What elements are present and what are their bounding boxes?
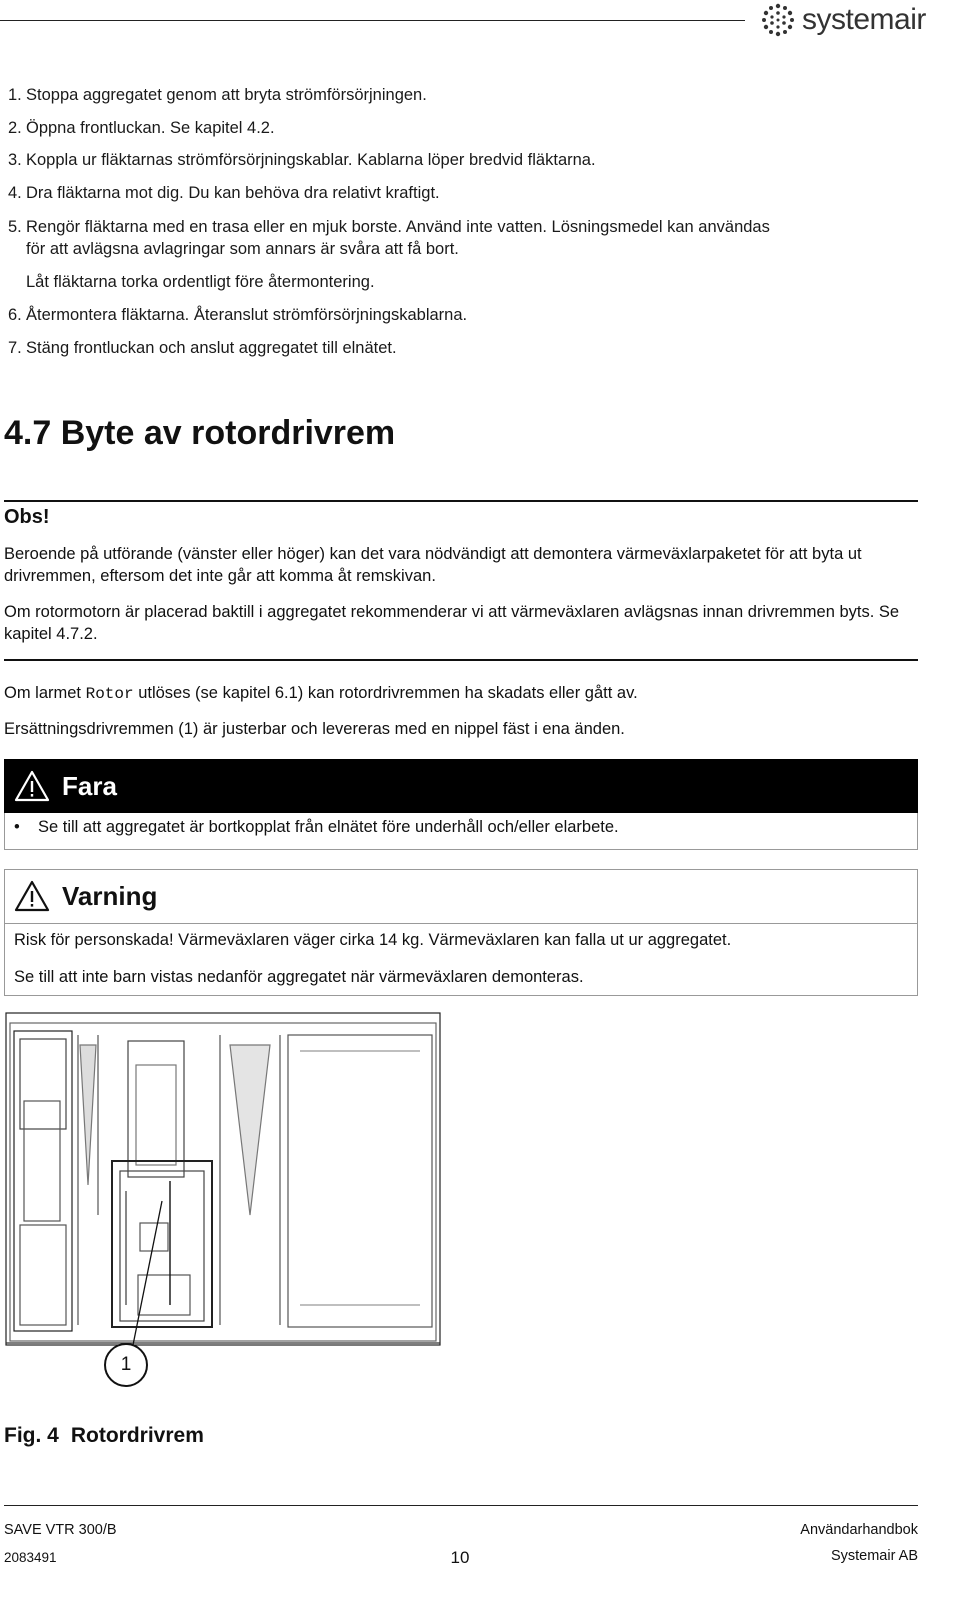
note-paragraph: Om rotormotorn är placerad baktill i aggregatet rekommenderar vi att värmeväxlaren avlägsnas innan drivremmen byts. Se kapitel 4.7.2. bbox=[4, 603, 900, 643]
warning-header bbox=[4, 869, 918, 924]
replacement-paragraph: Ersättningsdrivremmen (1) är justerbar och levereras med en nippel fäst i ena änden. bbox=[4, 720, 625, 738]
step-continuation: för att avlägsna avlagringar som annars är svåra att få bort. bbox=[26, 240, 459, 258]
footer-model: SAVE VTR 300/B bbox=[4, 1522, 117, 1538]
systemair-logo bbox=[760, 0, 926, 40]
step-item: 1. Stoppa aggregatet genom att bryta strömförsörjningen. bbox=[8, 86, 427, 104]
footer-company: Systemair AB bbox=[830, 1548, 918, 1564]
warning-text: Se till att inte barn vistas nedanför aggregatet när värmeväxlaren demonteras. bbox=[14, 968, 584, 986]
header-rule bbox=[0, 20, 745, 21]
danger-header bbox=[4, 759, 918, 813]
alarm-code: Rotor bbox=[85, 685, 134, 703]
step-item: 5. Rengör fläktarna med en trasa eller en mjuk borste. Använd inte vatten. Lösningsmedel kan användas bbox=[8, 218, 770, 236]
warning-triangle-icon bbox=[14, 880, 50, 912]
brand-name: systemair bbox=[802, 3, 926, 36]
section-title: 4.7 Byte av rotordrivrem bbox=[4, 414, 396, 452]
note-title: Obs! bbox=[4, 506, 50, 528]
figure-caption: Fig. 4 Rotordrivrem bbox=[4, 1424, 204, 1447]
note-top-rule bbox=[4, 500, 918, 502]
step-item: 2. Öppna frontluckan. Se kapitel 4.2. bbox=[8, 119, 275, 137]
warning-triangle-icon bbox=[14, 770, 50, 802]
step-item: 3. Koppla ur fläktarnas strömförsörjningskablar. Kablarna löper bredvid fläktarna. bbox=[8, 151, 596, 169]
step-item: 4. Dra fläktarna mot dig. Du kan behöva dra relativt kraftigt. bbox=[8, 184, 440, 202]
note-paragraph: Beroende på utförande (vänster eller höger) kan det vara nödvändigt att demontera värmeväxlarpaketet för att byta ut drivremmen, eftersom det inte går att komma åt remskivan. bbox=[4, 545, 862, 585]
note-bottom-rule bbox=[4, 659, 918, 661]
alarm-paragraph: Om larmet Rotor utlöses (se kapitel 6.1) kan rotordrivremmen ha skadats eller gått av. bbox=[4, 684, 638, 703]
danger-title: Fara bbox=[62, 770, 117, 801]
systemair-logo-mark-icon bbox=[760, 2, 796, 38]
step-item: 7. Stäng frontluckan och anslut aggregatet till elnätet. bbox=[8, 339, 397, 357]
page-number: 10 bbox=[450, 1548, 470, 1567]
unit-illustration bbox=[0, 1005, 500, 1390]
footer-doc-number: 2083491 bbox=[4, 1550, 57, 1565]
warning-title: Varning bbox=[62, 880, 158, 911]
step-continuation: Låt fläktarna torka ordentligt före återmontering. bbox=[26, 273, 375, 291]
step-item: 6. Återmontera fläktarna. Återanslut strömförsörjningskablarna. bbox=[8, 306, 468, 324]
danger-list-item: • Se till att aggregatet är bortkopplat från elnätet före underhåll och/eller elarbete. bbox=[14, 818, 619, 836]
callout-1: 1 bbox=[104, 1343, 148, 1387]
footer-doc-type: Användarhandbok bbox=[800, 1522, 918, 1538]
warning-text: Risk för personskada! Värmeväxlaren väger cirka 14 kg. Värmeväxlaren kan falla ut ur aggregatet. bbox=[14, 931, 732, 949]
footer-rule bbox=[4, 1505, 918, 1506]
